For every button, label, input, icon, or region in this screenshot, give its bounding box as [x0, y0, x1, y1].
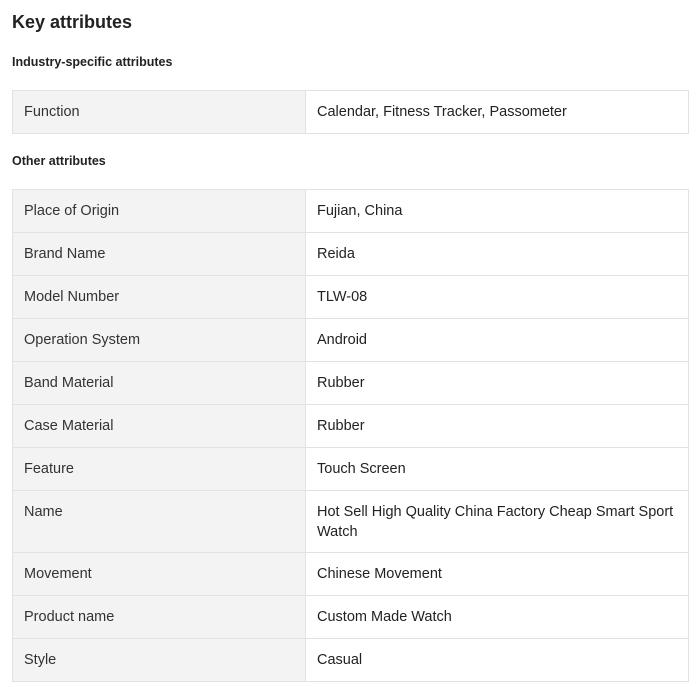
page-title: Key attributes	[12, 12, 133, 32]
attribute-row	[13, 319, 689, 362]
attribute-key: Style	[13, 639, 306, 682]
attribute-value: Hot Sell High Quality China Factory Cheap Smart Sport Watch	[306, 491, 689, 553]
attribute-key: Case Material	[13, 405, 306, 448]
attribute-row	[13, 448, 689, 491]
attribute-key: Brand Name	[13, 233, 306, 276]
attribute-row	[13, 190, 689, 233]
attribute-value: Chinese Movement	[306, 553, 689, 596]
attribute-key: Product name	[13, 596, 306, 639]
attribute-row	[13, 362, 689, 405]
attribute-value: Calendar, Fitness Tracker, Passometer	[306, 91, 689, 134]
attribute-row	[13, 91, 689, 134]
attribute-value: Touch Screen	[306, 448, 689, 491]
attribute-row	[13, 491, 689, 553]
attribute-value: Casual	[306, 639, 689, 682]
attribute-key: Feature	[13, 448, 306, 491]
attribute-key: Function	[13, 91, 306, 134]
attribute-key: Model Number	[13, 276, 306, 319]
attribute-value: TLW-08	[306, 276, 689, 319]
attribute-value: Fujian, China	[306, 190, 689, 233]
section-heading-other: Other attributes	[12, 154, 106, 168]
attribute-value: Android	[306, 319, 689, 362]
attribute-row	[13, 553, 689, 596]
attribute-row	[13, 639, 689, 682]
attribute-value: Custom Made Watch	[306, 596, 689, 639]
attribute-key: Operation System	[13, 319, 306, 362]
industry-attributes-table	[12, 90, 689, 134]
attribute-value: Rubber	[306, 405, 689, 448]
attribute-row	[13, 276, 689, 319]
attribute-key: Name	[13, 491, 306, 553]
attribute-key: Place of Origin	[13, 190, 306, 233]
attribute-value: Reida	[306, 233, 689, 276]
attribute-row	[13, 405, 689, 448]
other-attributes-table	[12, 189, 689, 682]
attribute-key: Movement	[13, 553, 306, 596]
attribute-value: Rubber	[306, 362, 689, 405]
attribute-key: Band Material	[13, 362, 306, 405]
attribute-row	[13, 233, 689, 276]
section-heading-industry-specific: Industry-specific attributes	[12, 55, 173, 69]
attribute-row	[13, 596, 689, 639]
